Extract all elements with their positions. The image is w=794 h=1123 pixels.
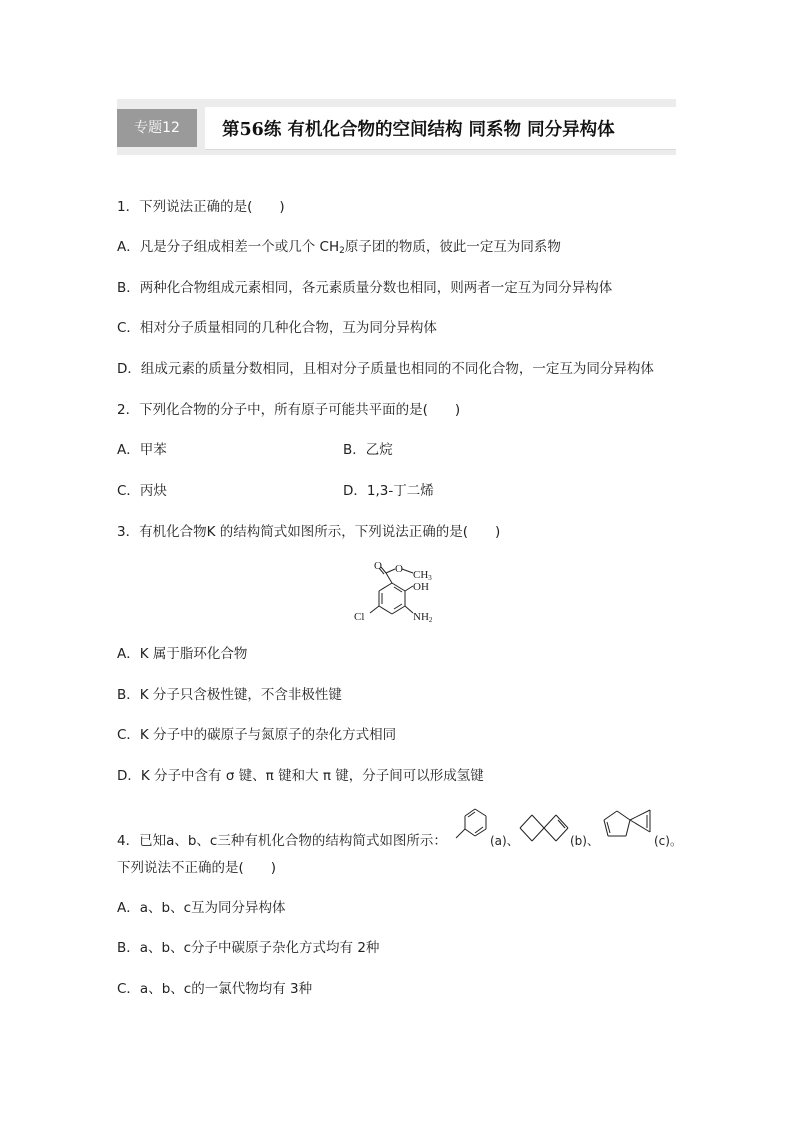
q1-option-d: D．组成元素的质量分数相同，且相对分子质量也相同的不同化合物，一定互为同分异构体 (117, 361, 654, 377)
structure-b (517, 812, 571, 846)
atom-o-carbonyl: O (374, 560, 382, 572)
group-nh2-label: NH (413, 611, 429, 623)
group-ch3-label: CH (413, 569, 429, 581)
group-ch3-sub: 3 (428, 574, 432, 582)
label-c: (c)。 (654, 834, 682, 848)
group-nh2-sub: 2 (428, 616, 433, 624)
q4-option-a: A．a、b、c互为同分异构体 (117, 900, 286, 916)
title-box (205, 107, 676, 150)
atom-cl: Cl (354, 611, 365, 623)
q2-option-a: A．甲苯 (117, 442, 167, 458)
q1-option-a (117, 238, 561, 260)
q1-stem: 1．下列说法正确的是( ) (117, 199, 285, 215)
q1-option-a-text: A．凡是分子组成相差一个或几个 CH (117, 239, 340, 255)
q2-option-d: D．1,3-丁二烯 (343, 483, 434, 499)
q2-option-b: B．乙烷 (343, 442, 393, 458)
structure-a (453, 805, 491, 847)
q4-option-c: C．a、b、c的一氯代物均有 3种 (117, 981, 313, 997)
group-nh2 (413, 611, 433, 624)
q2-option-c: C．丙炔 (117, 483, 167, 499)
q3-option-a: A．K 属于脂环化合物 (117, 646, 248, 662)
q1-option-c: C．相对分子质量相同的几种化合物，互为同分异构体 (117, 320, 437, 336)
q2-stem: 2．下列化合物的分子中，所有原子可能共平面的是( ) (117, 402, 461, 418)
topic-tag: 专题12 (117, 109, 197, 147)
q1-option-a-sub: 2 (339, 246, 345, 256)
q4-stem-2: 下列说法不正确的是( ) (117, 860, 277, 876)
page-title: 第56练 有机化合物的空间结构 同系物 同分异构体 (222, 120, 615, 140)
q4-option-b: B．a、b、c分子中碳原子杂化方式均有 2种 (117, 940, 380, 956)
q1-option-b: B．两种化合物组成元素相同，各元素质量分数也相同，则两者一定互为同分异构体 (117, 280, 613, 296)
q3-stem: 3．有机化合物K 的结构简式如图所示，下列说法正确的是( ) (117, 524, 501, 540)
label-a: (a)、 (490, 834, 519, 848)
q3-option-d: D．K 分子中含有 σ 键、π 键和大 π 键，分子间可以形成氢键 (117, 768, 484, 784)
q3-option-c: C．K 分子中的碳原子与氮原子的杂化方式相同 (117, 727, 397, 743)
atom-o-ester: O (395, 563, 403, 575)
compound-k-structure (350, 558, 450, 630)
q4-stem: 4．已知a、b、c三种有机化合物的结构简式如图所示： (117, 833, 447, 849)
q1-option-a-suffix: 原子团的物质，彼此一定互为同系物 (344, 239, 561, 255)
structure-c (600, 806, 656, 848)
q3-option-b: B．K 分子只含极性键，不含非极性键 (117, 687, 342, 703)
group-oh: OH (413, 581, 429, 593)
label-b: (b)、 (570, 834, 599, 848)
